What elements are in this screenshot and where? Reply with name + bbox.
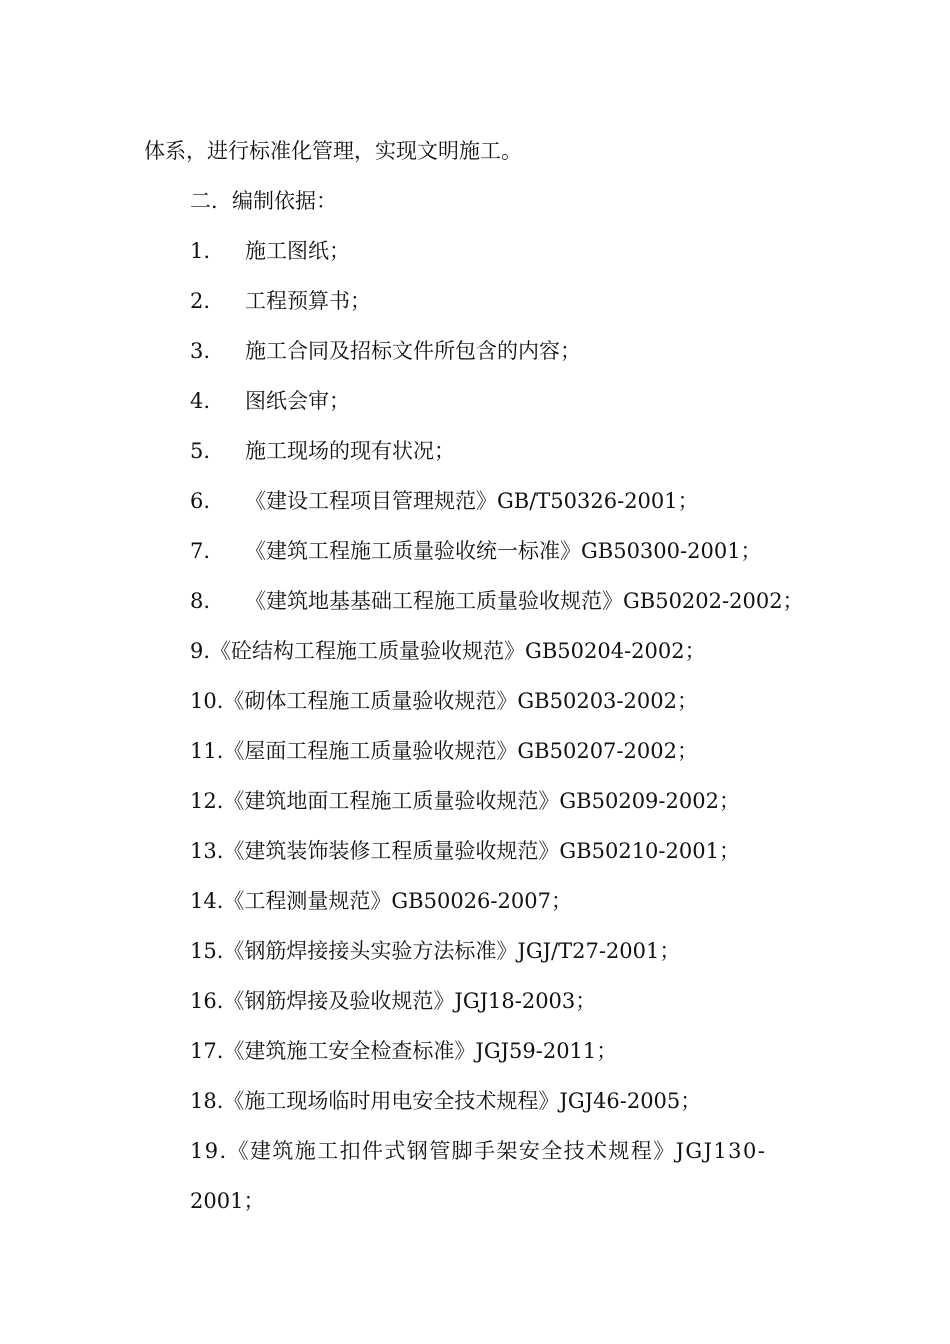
- intro-line: 体系，进行标准化管理，实现文明施工。: [144, 139, 522, 163]
- item-number: 3.: [190, 339, 211, 363]
- list-item: [190, 286, 371, 316]
- item-text: 《工程测量规范》GB50026-2007；: [223, 889, 572, 913]
- item-number: 2.: [190, 289, 211, 313]
- list-item: [190, 836, 740, 866]
- list-item: [190, 736, 698, 766]
- item-text: 图纸会审；: [245, 389, 350, 413]
- item-number: 9.: [190, 639, 211, 663]
- item-text: 《施工现场临时用电安全技术规程》JGJ46-2005；: [223, 1089, 702, 1113]
- item-text: 《建筑工程施工质量验收统一标准》GB50300-2001；: [245, 539, 762, 563]
- item-text: 《砼结构工程施工质量验收规范》GB50204-2002；: [210, 639, 706, 663]
- list-item: [190, 386, 350, 416]
- item-number: 1.: [190, 239, 211, 263]
- item-text: 施工图纸；: [245, 239, 350, 263]
- list-item: [190, 486, 699, 516]
- item-number: 15.: [190, 939, 224, 963]
- item-text: 工程预算书；: [245, 289, 371, 313]
- item-text: 《建筑施工扣件式钢管脚手架安全技术规程》JGJ130-: [227, 1139, 767, 1163]
- item-text: 《建筑装饰装修工程质量验收规范》GB50210-2001；: [223, 839, 740, 863]
- list-item: [190, 636, 706, 666]
- item-number: 4.: [190, 389, 211, 413]
- list-item: [190, 886, 572, 916]
- list-item: [190, 586, 804, 616]
- section-heading: 二．编制依据：: [190, 189, 337, 213]
- item-text: 《屋面工程施工质量验收规范》GB50207-2002；: [223, 739, 698, 763]
- item-text: 《建筑地面工程施工质量验收规范》GB50209-2002；: [223, 789, 740, 813]
- item-number: 12.: [190, 789, 224, 813]
- list-item-continuation: 2001；: [190, 1189, 265, 1213]
- item-number: 6.: [190, 489, 211, 513]
- item-number: 14.: [190, 889, 224, 913]
- list-item: [190, 786, 740, 816]
- item-text: 《砌体工程施工质量验收规范》GB50203-2002；: [223, 689, 698, 713]
- list-item: [190, 536, 762, 566]
- list-item: [190, 936, 680, 966]
- list-item: [190, 686, 698, 716]
- item-number: 7.: [190, 539, 211, 563]
- item-number: 11.: [190, 739, 224, 763]
- item-number: 18.: [190, 1089, 224, 1113]
- item-number: 17.: [190, 1039, 224, 1063]
- list-item: [190, 1086, 701, 1116]
- item-number: 10.: [190, 689, 224, 713]
- list-item: [190, 336, 581, 366]
- item-text: 施工现场的现有状况；: [245, 439, 455, 463]
- item-number: 8.: [190, 589, 211, 613]
- item-text: 《建设工程项目管理规范》GB/T50326-2001；: [245, 489, 699, 513]
- item-number: 13.: [190, 839, 224, 863]
- item-number: 5.: [190, 439, 211, 463]
- item-number: 19.: [190, 1139, 228, 1163]
- item-text: 《钢筋焊接接头实验方法标准》JGJ/T27-2001；: [223, 939, 681, 963]
- item-number: 16.: [190, 989, 224, 1013]
- item-text: 施工合同及招标文件所包含的内容；: [245, 339, 581, 363]
- list-item: [190, 436, 455, 466]
- list-item: [190, 1036, 617, 1066]
- item-text: 《钢筋焊接及验收规范》JGJ18-2003；: [223, 989, 597, 1013]
- item-text: 《建筑施工安全检查标准》JGJ59-2011；: [223, 1039, 618, 1063]
- list-item: [190, 986, 596, 1016]
- list-item: [190, 1136, 766, 1166]
- item-text: 《建筑地基基础工程施工质量验收规范》GB50202-2002；: [245, 589, 804, 613]
- list-item: [190, 236, 350, 266]
